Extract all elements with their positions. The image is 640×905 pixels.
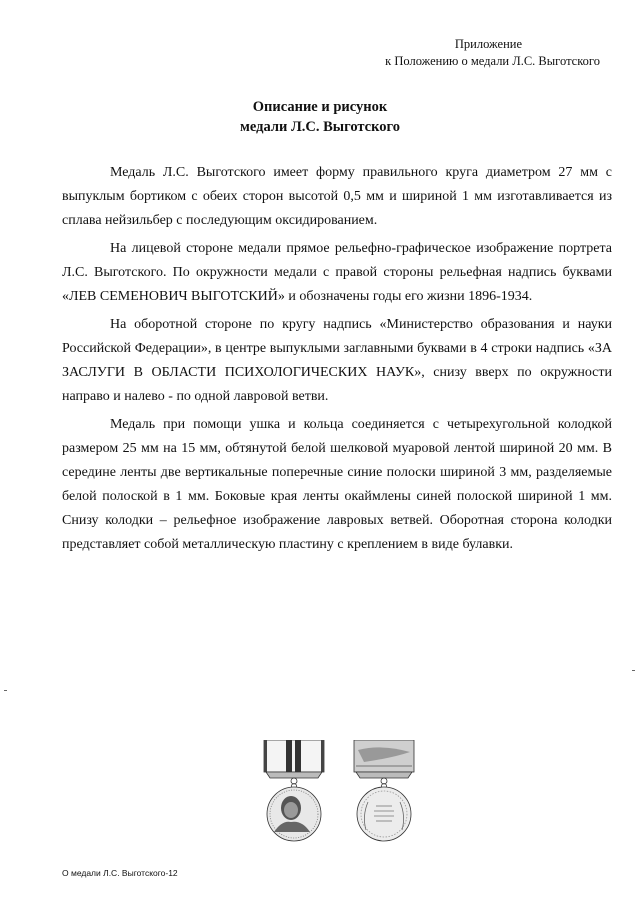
medal-reverse: [354, 740, 414, 841]
paragraph-ribbon-block: Медаль при помощи ушка и кольца соединяется с четырехугольной колодкой размером 25 мм на 15 мм, обтянутой белой шелковой муаровой лентой шириной 20 мм. В середине ленты две вертикальные поперечные синие полоски шириной 3 мм, разделяемые белой полоской в 1 мм. Боковые края ленты окаймлены синей полоской шириной 1 мм. Снизу колодки – рельефное изображение лавровых ветвей. Оборотная сторона колодки представляет собой металлическую пластину с креплением в виде булавки.: [62, 417, 612, 552]
appendix-reference: к Положению о медали Л.С. Выготского: [385, 54, 600, 68]
scan-artifact: [4, 690, 7, 691]
document-title: [0, 97, 640, 137]
appendix-label: Приложение: [454, 37, 522, 51]
medal-drawing: [252, 740, 452, 842]
footer-filename: О медали Л.С. Выготского-12: [62, 868, 178, 878]
title-line-1: Описание и рисунок: [252, 99, 388, 115]
title-line-2: медали Л.С. Выготского: [240, 119, 400, 135]
appendix-header: [270, 36, 600, 70]
medal-obverse: [264, 740, 324, 841]
paragraph-medal-shape: Медаль Л.С. Выготского имеет форму правильного круга диаметром 27 мм с выпуклым бортиком с обеих сторон высотой 0,5 мм и шириной 1 мм изготавливается из сплава нейзильбер с последующим оксидированием.: [62, 165, 612, 228]
document-body: [62, 161, 612, 561]
paragraph-obverse: На лицевой стороне медали прямое рельефно-графическое изображение портрета Л.С. Выготского. По окружности медали с правой стороны рельефная надпись буквами «ЛЕВ СЕМЕНОВИЧ ВЫГОТСКИЙ» и обозначены годы его жизни 1896-1934.: [62, 241, 612, 304]
scan-artifact: [632, 670, 635, 671]
paragraph-reverse: На оборотной стороне по кругу надпись «Министерство образования и науки Российской Федерации», в центре выпуклыми заглавными буквами в 4 строки надпись «ЗА ЗАСЛУГИ В ОБЛАСТИ ПСИХОЛОГИЧЕСКИХ НАУК», снизу вверх по окружности направо и налево - по одной лавровой ветви.: [62, 317, 612, 404]
